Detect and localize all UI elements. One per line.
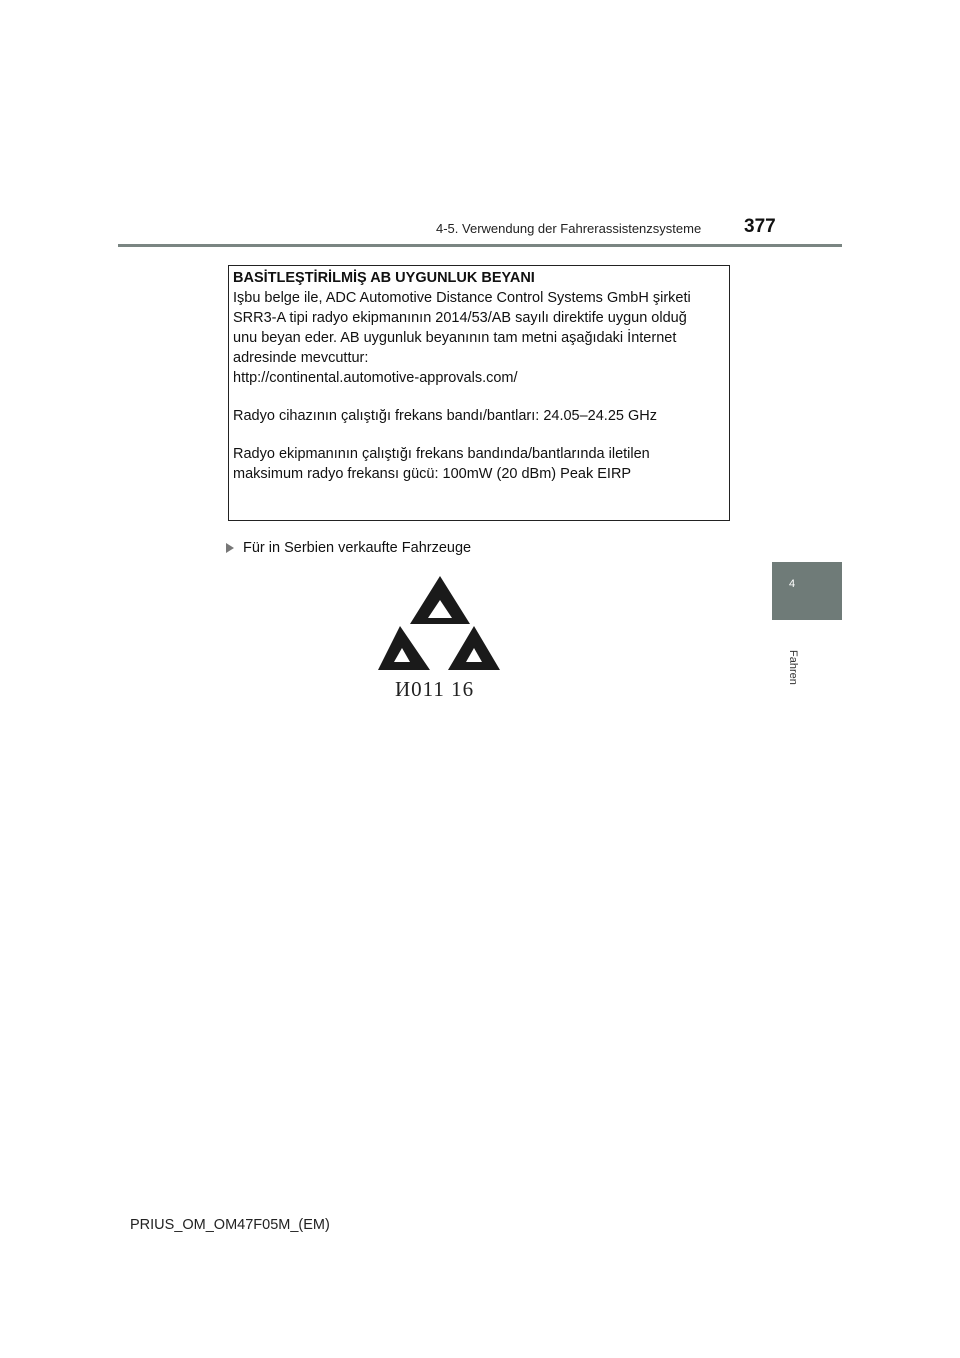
chapter-label: Fahren (787, 650, 799, 685)
triangle-top (410, 576, 470, 624)
page-number: 377 (744, 216, 776, 237)
declaration-title: BASİTLEŞTİRİLMİŞ AB UYGUNLUK BEYANI (233, 270, 535, 286)
declaration-line: SRR3-A tipi radyo ekipmanının 2014/53/AB sayılı direktife uygun olduğ (233, 310, 687, 326)
declaration-line: adresinde mevcuttur: (233, 350, 369, 366)
declaration-url: http://continental.automotive-approvals.com/ (233, 370, 518, 386)
triangle-left (378, 626, 430, 670)
bullet-text: Für in Serbien verkaufte Fahrzeuge (243, 540, 472, 556)
spacer (233, 388, 725, 406)
triangle-right (448, 626, 500, 670)
declaration-line: Işbu belge ile, ADC Automotive Distance Control Systems GmbH şirketi (233, 290, 691, 306)
header-rule (118, 244, 842, 247)
serbian-approval-mark-icon (370, 568, 510, 678)
spacer (233, 426, 725, 444)
approval-code: И011 16 (395, 677, 475, 701)
section-title: 4-5. Verwendung der Fahrerassistenzsysteme (436, 221, 702, 236)
bullet-item (226, 540, 471, 556)
declaration-line: unu beyan eder. AB uygunluk beyanının tam metni aşağıdaki İnternet (233, 330, 677, 346)
declaration-box (228, 265, 730, 521)
bullet-arrow-icon (226, 543, 234, 553)
frequency-band-text: Radyo cihazının çalıştığı frekans bandı/bantları: 24.05–24.25 GHz (233, 408, 657, 424)
chapter-tab[interactable] (772, 562, 842, 620)
chapter-number: 4 (789, 578, 796, 590)
power-line: Radyo ekipmanının çalıştığı frekans bandında/bantlarında iletilen (233, 446, 650, 462)
power-line: maksimum radyo frekansı gücü: 100mW (20 dBm) Peak EIRP (233, 466, 632, 482)
document-code: PRIUS_OM_OM47F05M_(EM) (130, 1217, 330, 1233)
